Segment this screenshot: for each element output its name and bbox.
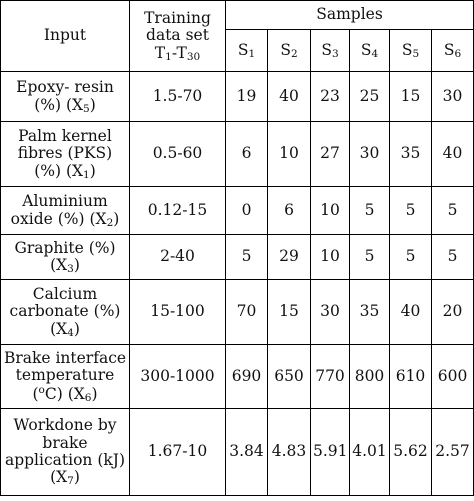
sample-id-s4: $S_4$ — [350, 30, 390, 72]
cell-s3: 5.91 — [311, 409, 350, 496]
table-row-workdone-by-brake-application — [1, 409, 474, 496]
row-label: Graphite (%) $(X_3)$ — [1, 235, 130, 280]
sample-id-s3: $S_3$ — [311, 30, 350, 72]
row-label: Brake interface temperature ($^o$C) $(X_6)$ — [1, 345, 130, 409]
row-training-range: 15-100 — [130, 280, 226, 345]
cell-s2: 4.83 — [268, 409, 311, 496]
cell-s1: 5 — [226, 235, 268, 280]
row-label: Aluminium oxide (%) $(X_2)$ — [1, 187, 130, 235]
row-label: Calcium carbonate (%) $(X_4)$ — [1, 280, 130, 345]
header-input-label: Input — [43, 26, 87, 45]
header-training-line-1: Training — [144, 8, 211, 27]
cell-s1: 19 — [226, 72, 268, 122]
cell-s1: 690 — [226, 345, 268, 409]
table-row-aluminium-oxide — [1, 187, 474, 235]
cell-s4: 800 — [350, 345, 390, 409]
header-input — [1, 1, 130, 72]
cell-s6: 5 — [432, 235, 474, 280]
cell-s3: 10 — [311, 187, 350, 235]
cell-s1: 6 — [226, 122, 268, 187]
row-training-range: 0.5-60 — [130, 122, 226, 187]
cell-s3: 23 — [311, 72, 350, 122]
sample-id-s5: $S_5$ — [390, 30, 432, 72]
cell-s2: 29 — [268, 235, 311, 280]
cell-s5: 35 — [390, 122, 432, 187]
cell-s6: 30 — [432, 72, 474, 122]
cell-s4: 35 — [350, 280, 390, 345]
row-label: Epoxy- resin (%) $(X_5)$ — [1, 72, 130, 122]
row-training-range: 2-40 — [130, 235, 226, 280]
cell-s6: 5 — [432, 187, 474, 235]
header-training-line-2: data set — [146, 26, 209, 45]
cell-s3: 30 — [311, 280, 350, 345]
table-row-palm-kernel-fibres — [1, 122, 474, 187]
cell-s2: 40 — [268, 72, 311, 122]
cell-s5: 5.62 — [390, 409, 432, 496]
cell-s5: 5 — [390, 235, 432, 280]
cell-s2: 650 — [268, 345, 311, 409]
cell-s4: 5 — [350, 187, 390, 235]
row-label: Palm kernel fibres (PKS) (%) $(X_1)$ — [1, 122, 130, 187]
cell-s5: 40 — [390, 280, 432, 345]
cell-s6: 40 — [432, 122, 474, 187]
sample-id-s1: $S_1$ — [226, 30, 268, 72]
table-row-graphite — [1, 235, 474, 280]
header-samples — [226, 1, 474, 30]
cell-s4: 30 — [350, 122, 390, 187]
cell-s3: 10 — [311, 235, 350, 280]
cell-s2: 15 — [268, 280, 311, 345]
cell-s1: 0 — [226, 187, 268, 235]
cell-s3: 770 — [311, 345, 350, 409]
cell-s5: 5 — [390, 187, 432, 235]
table-row-calcium-carbonate — [1, 280, 474, 345]
row-training-range: 300-1000 — [130, 345, 226, 409]
header-samples-label: Samples — [316, 5, 383, 24]
cell-s4: 4.01 — [350, 409, 390, 496]
table-row-epoxy-resin — [1, 72, 474, 122]
cell-s4: 25 — [350, 72, 390, 122]
cell-s3: 27 — [311, 122, 350, 187]
cell-s2: 6 — [268, 187, 311, 235]
cell-s6: 2.57 — [432, 409, 474, 496]
cell-s1: 70 — [226, 280, 268, 345]
row-training-range: 1.67-10 — [130, 409, 226, 496]
cell-s6: 600 — [432, 345, 474, 409]
cell-s1: 3.84 — [226, 409, 268, 496]
row-label: Workdone by brake application (kJ) $(X_7)$ — [1, 409, 130, 496]
table-row-brake-interface-temperature — [1, 345, 474, 409]
cell-s6: 20 — [432, 280, 474, 345]
row-training-range: 0.12-15 — [130, 187, 226, 235]
header-row — [1, 1, 474, 30]
header-training-range: $T_1-T_{30}$ — [154, 43, 201, 63]
cell-s5: 15 — [390, 72, 432, 122]
header-training — [130, 1, 226, 72]
row-training-range: 1.5-70 — [130, 72, 226, 122]
sample-id-s6: $S_6$ — [432, 30, 474, 72]
cell-s5: 610 — [390, 345, 432, 409]
sample-id-s2: $S_2$ — [268, 30, 311, 72]
cell-s2: 10 — [268, 122, 311, 187]
cell-s4: 5 — [350, 235, 390, 280]
